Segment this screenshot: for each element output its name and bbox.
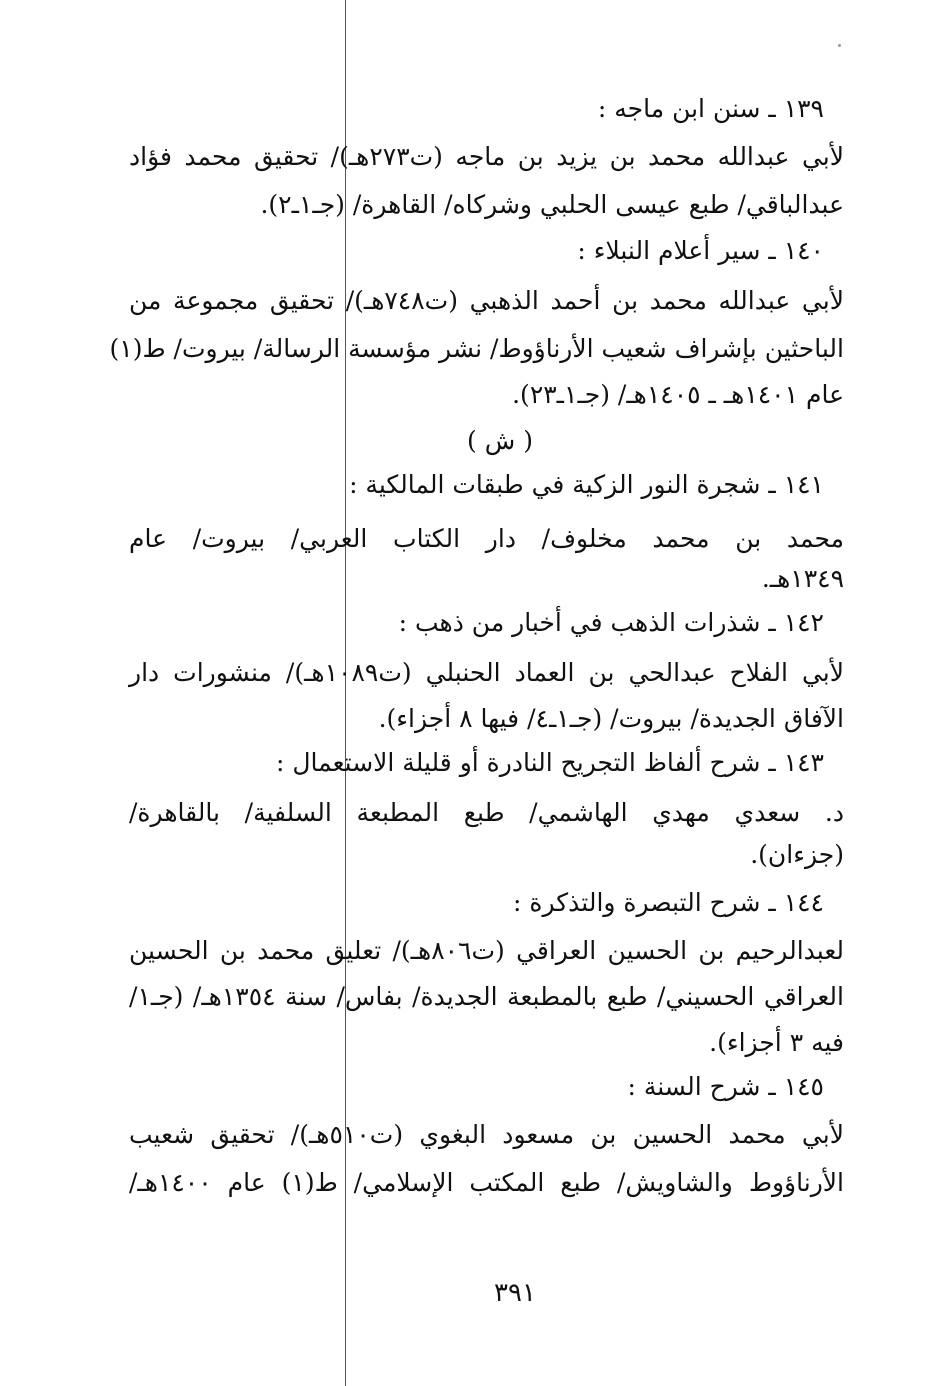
entry-heading: ١٤٠ ـ سير أعلام النبلاء : bbox=[577, 236, 824, 265]
entry-heading: ١٤٤ ـ شرح التبصرة والتذكرة : bbox=[513, 888, 824, 917]
entry-text-line: لأبي محمد الحسين بن مسعود البغوي (ت٥١٠هـ)/ تحقيق شعيب bbox=[129, 1120, 844, 1149]
entry-heading: ١٤٣ ـ شرح ألفاظ التجريح النادرة أو قليلة الاستعمال : bbox=[275, 748, 824, 777]
entry-heading: ١٤٢ ـ شذرات الذهب في أخبار من ذهب : bbox=[398, 608, 824, 637]
entry-heading: ١٤٥ ـ شرح السنة : bbox=[627, 1072, 824, 1101]
entry-text-line: لأبي عبدالله محمد بن أحمد الذهبي (ت٧٤٨هـ)/ تحقيق مجموعة من bbox=[129, 286, 844, 315]
entry-text-line: لأبي عبدالله محمد بن يزيد بن ماجه (ت٢٧٣هـ)/ تحقيق محمد فؤاد bbox=[129, 142, 845, 171]
entry-text-line: الآفاق الجديدة/ بيروت/ (جـ١ـ٤/ فيها ٨ أجزاء). bbox=[378, 704, 844, 733]
entry-text-line: محمد بن محمد مخلوف/ دار الكتاب العربي/ بيروت/ عام bbox=[129, 524, 844, 553]
scan-speck bbox=[838, 44, 841, 47]
entry-text-line: فيه ٣ أجزاء). bbox=[709, 1028, 844, 1057]
entry-text-line: لأبي الفلاح عبدالحي بن العماد الحنبلي (ت١٠٨٩هـ)/ منشورات دار bbox=[129, 658, 844, 687]
section-letter: ( ش ) bbox=[467, 426, 533, 455]
entry-heading: ١٤١ ـ شجرة النور الزكية في طبقات المالكية : bbox=[349, 470, 824, 499]
entry-text-line: عام ١٤٠١هـ ـ ١٤٠٥هـ/ (جـ١ـ٢٣). bbox=[512, 380, 844, 409]
entry-text-line: الأرناؤوط والشاويش/ طبع المكتب الإسلامي/ ط(١) عام ١٤٠٠هـ/ bbox=[129, 1168, 844, 1197]
page-number: ٣٩١ bbox=[494, 1278, 536, 1308]
entry-text-line: د. سعدي مهدي الهاشمي/ طبع المطبعة السلفية/ بالقاهرة/ bbox=[129, 798, 844, 827]
entry-text-line: (جزءان). bbox=[750, 840, 844, 869]
entry-text-line: لعبدالرحيم بن الحسين العراقي (ت٨٠٦هـ)/ تعليق محمد بن الحسين bbox=[129, 936, 844, 965]
entry-text-line: ١٣٤٩هـ. bbox=[761, 564, 844, 593]
entry-text-line: عبدالباقي/ طبع عيسى الحلبي وشركاه/ القاهرة/ (جـ١ـ٢). bbox=[260, 190, 844, 219]
entry-heading: ١٣٩ ـ سنن ابن ماجه : bbox=[597, 94, 824, 123]
entry-text-line: العراقي الحسيني/ طبع بالمطبعة الجديدة/ بفاس/ سنة ١٣٥٤هـ/ (جـ١/ bbox=[129, 982, 844, 1011]
entry-text-line: الباحثين بإشراف شعيب الأرناؤوط/ نشر مؤسسة الرسالة/ بيروت/ ط(١) bbox=[109, 334, 844, 363]
